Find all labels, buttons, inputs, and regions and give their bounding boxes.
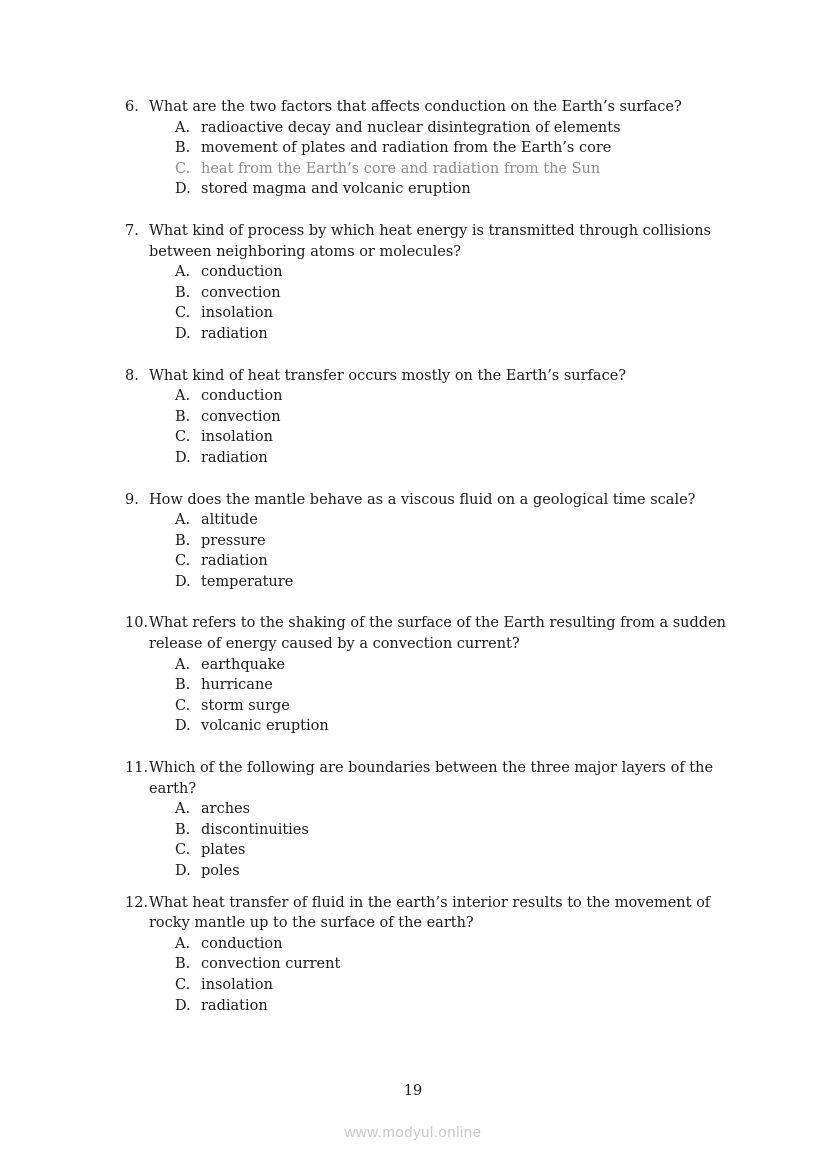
question-block <box>125 893 733 1017</box>
question-block <box>125 758 733 882</box>
option-text: earthquake <box>201 656 285 673</box>
option-row <box>175 799 733 820</box>
question-number: 11. <box>125 760 149 777</box>
option-row <box>175 551 733 572</box>
option-text: stored magma and volcanic eruption <box>201 181 471 198</box>
question-number: 9. <box>125 491 139 508</box>
question-number: 12. <box>125 894 149 911</box>
option-row <box>175 407 733 428</box>
question-row <box>125 490 733 511</box>
question-row <box>125 366 733 387</box>
option-text: convection current <box>201 956 341 973</box>
option-text: heat from the Earth’s core and radiation from the Sun <box>201 160 601 177</box>
question-number: 6. <box>125 99 139 115</box>
option-text: radiation <box>201 325 268 342</box>
option-label: D. <box>175 573 191 590</box>
option-label: C. <box>175 553 191 570</box>
option-label: A. <box>175 935 191 952</box>
option-text: hurricane <box>201 677 273 694</box>
option-list <box>175 118 733 200</box>
option-text: pressure <box>201 532 266 549</box>
option-label: B. <box>175 140 191 157</box>
option-text: arches <box>201 801 251 818</box>
option-row <box>175 303 733 324</box>
option-text: discontinuities <box>201 821 309 838</box>
option-label: D. <box>175 997 191 1014</box>
option-row <box>175 118 733 139</box>
option-label: A. <box>175 388 191 405</box>
option-row <box>175 861 733 882</box>
option-label: D. <box>175 449 191 466</box>
question-row <box>125 221 733 262</box>
option-row <box>175 934 733 955</box>
option-list <box>175 934 733 1016</box>
option-list <box>175 799 733 881</box>
question-text: What kind of heat transfer occurs mostly on the Earth’s surface? <box>149 367 627 384</box>
option-text: conduction <box>201 388 283 405</box>
question-number: 7. <box>125 222 139 239</box>
question-block <box>125 221 733 345</box>
question-text: What kind of process by which heat energy is transmitted through collisions between neighboring atoms or molecules? <box>149 222 712 260</box>
option-row <box>175 448 733 469</box>
option-label: C. <box>175 160 191 177</box>
question-text: What refers to the shaking of the surface of the Earth resulting from a sudden release of energy caused by a convection current? <box>149 615 726 653</box>
option-label: B. <box>175 821 191 838</box>
option-row <box>175 996 733 1017</box>
option-text: radiation <box>201 997 268 1014</box>
question-text: How does the mantle behave as a viscous fluid on a geological time scale? <box>149 491 696 508</box>
option-label: B. <box>175 956 191 973</box>
option-text: insolation <box>201 429 273 446</box>
page-number: 19 <box>403 1083 423 1099</box>
option-label: A. <box>175 801 191 818</box>
option-row <box>175 675 733 696</box>
option-label: B. <box>175 408 191 425</box>
option-row <box>175 324 733 345</box>
option-label: C. <box>175 697 191 714</box>
option-row <box>175 840 733 861</box>
question-block <box>125 490 733 593</box>
option-text: volcanic eruption <box>201 718 329 735</box>
option-list <box>175 262 733 344</box>
option-label: D. <box>175 325 191 342</box>
option-text: conduction <box>201 935 283 952</box>
option-label: B. <box>175 532 191 549</box>
option-text: altitude <box>201 512 258 529</box>
option-row <box>175 262 733 283</box>
question-number: 8. <box>125 367 139 384</box>
question-row <box>125 613 733 654</box>
option-text: radiation <box>201 449 268 466</box>
option-text: temperature <box>201 573 294 590</box>
option-label: B. <box>175 677 191 694</box>
option-text: radiation <box>201 553 268 570</box>
option-row <box>175 283 733 304</box>
option-text: radioactive decay and nuclear disintegration of elements <box>201 119 621 136</box>
option-label: A. <box>175 512 191 529</box>
question-row <box>125 97 733 118</box>
option-label: B. <box>175 284 191 301</box>
question-block <box>125 366 733 469</box>
option-text: conduction <box>201 264 283 281</box>
question-text: Which of the following are boundaries between the three major layers of the earth? <box>149 760 714 797</box>
option-row <box>175 510 733 531</box>
question-list <box>125 97 733 1037</box>
question-block <box>125 613 733 737</box>
watermark-text: www.modyul.online <box>344 1124 482 1141</box>
option-row <box>175 138 733 159</box>
option-row <box>175 975 733 996</box>
option-row <box>175 427 733 448</box>
option-label: C. <box>175 429 191 446</box>
option-text: insolation <box>201 305 273 322</box>
option-label: A. <box>175 264 191 281</box>
question-row <box>125 893 733 934</box>
option-row <box>175 655 733 676</box>
option-text: plates <box>201 842 246 859</box>
option-text: insolation <box>201 976 273 993</box>
option-row <box>175 572 733 593</box>
option-label: C. <box>175 305 191 322</box>
option-row <box>175 159 733 180</box>
option-text: storm surge <box>201 697 290 714</box>
option-row <box>175 954 733 975</box>
option-list <box>175 386 733 468</box>
option-label: D. <box>175 718 191 735</box>
option-text: convection <box>201 284 281 301</box>
option-label: D. <box>175 863 191 879</box>
option-row <box>175 386 733 407</box>
question-block <box>125 97 733 200</box>
option-label: A. <box>175 119 191 136</box>
option-label: A. <box>175 656 191 673</box>
option-list <box>175 655 733 737</box>
option-row <box>175 696 733 717</box>
question-text: What heat transfer of fluid in the earth’s interior results to the movement of rocky mantle up to the surface of the earth? <box>149 894 711 932</box>
question-number: 10. <box>125 615 149 632</box>
option-row <box>175 531 733 552</box>
question-text: What are the two factors that affects conduction on the Earth’s surface? <box>149 99 682 115</box>
option-row <box>175 179 733 200</box>
option-list <box>175 510 733 592</box>
option-label: C. <box>175 976 191 993</box>
option-text: poles <box>201 863 240 879</box>
option-label: C. <box>175 842 191 859</box>
option-text: movement of plates and radiation from the Earth’s core <box>201 140 612 157</box>
option-row <box>175 716 733 737</box>
option-row <box>175 820 733 841</box>
question-row <box>125 758 733 799</box>
option-text: convection <box>201 408 281 425</box>
option-label: D. <box>175 181 191 198</box>
